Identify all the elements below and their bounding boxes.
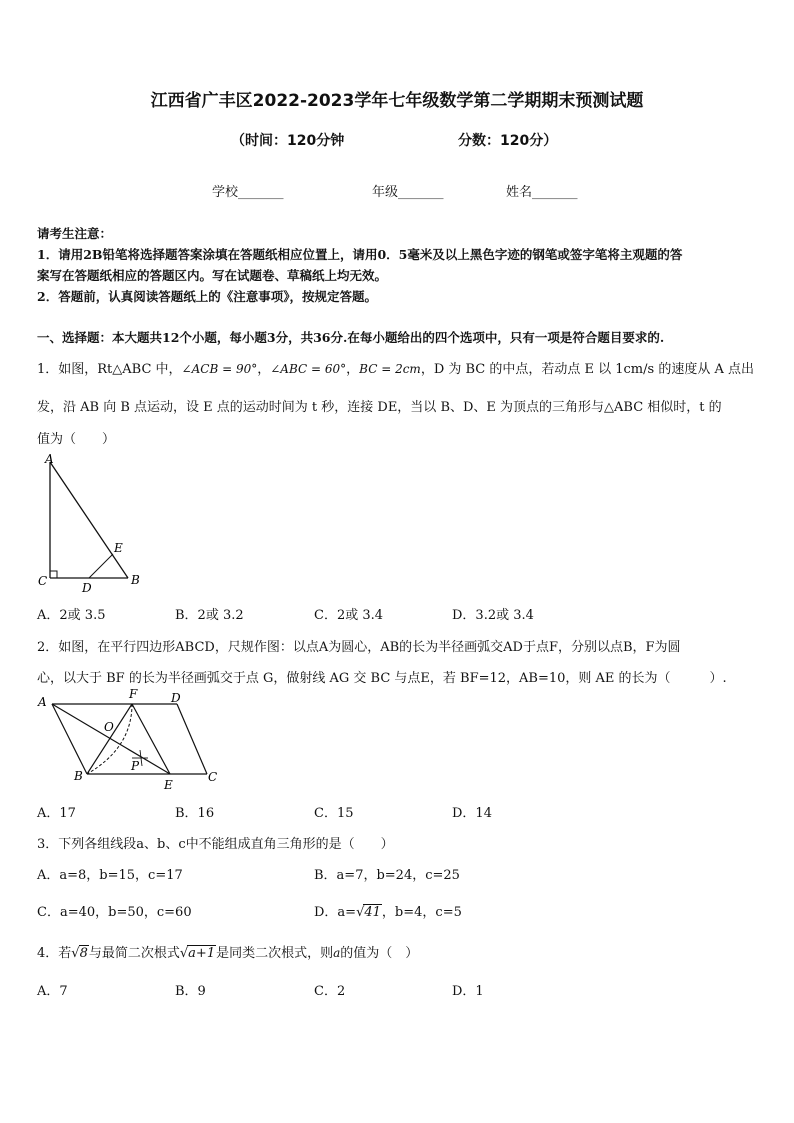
sqrt-symbol-icon: √	[179, 946, 189, 961]
q3-option-d-radicand: 41	[364, 905, 381, 920]
q2-line-2: 心，以大于 BF 的长为半径画弧交于点 G，做射线 AG 交 BC 与点E，若 BF=12，AB=10，则 AE 的长为（ ）.	[37, 671, 727, 686]
notice-heading: 请考生注意：	[37, 226, 113, 241]
q4-radicand-2: a+1	[188, 946, 216, 961]
q1-triangle-figure	[30, 450, 160, 592]
q1-line-3: 值为（ ）	[37, 432, 116, 447]
q1-label-c: C	[38, 574, 48, 588]
q3-stem: 3．下列各组线段a、b、c中不能组成直角三角形的是（ ）	[37, 837, 394, 852]
q1-sep-2: ，	[346, 362, 360, 377]
q2-label-a: A	[38, 695, 47, 709]
sqrt-symbol-icon: √	[71, 946, 80, 961]
q4-text-a: 4．若	[37, 946, 72, 961]
q2-label-f: F	[129, 687, 138, 701]
page-title: 江西省广丰区2022-2023学年七年级数学第二学期期末预测试题	[150, 91, 644, 111]
q1-angle-acb: ∠ACB = 90°	[181, 362, 258, 376]
q1-option-d: D．3.2或 3.4	[452, 608, 534, 623]
q4-text-d: 的值为（ ）	[340, 946, 419, 961]
q4-option-d: D．1	[452, 984, 484, 999]
q2-option-d: D．14	[452, 806, 492, 821]
q1-label-e: E	[114, 541, 123, 555]
exam-time: （时间：120分钟	[231, 133, 345, 149]
q3-option-b: B．a=7，b=24，c=25	[314, 868, 460, 883]
q1-option-a: A．2或 3.5	[37, 608, 106, 623]
q4-radicand-1: 8	[79, 946, 88, 961]
q1-text-b: ，D 为 BC 的中点，若动点 E 以 1cm/s 的速度从 A 点出	[420, 362, 754, 377]
notice-line-2: 2．答题前，认真阅读答题纸上的《注意事项》，按规定答题。	[37, 289, 377, 304]
q2-line-1: 2．如图，在平行四边形ABCD，尺规作图：以点A为圆心，AB的长为半径画弧交AD于点F，分别以点B，F为圆	[37, 640, 681, 655]
notice-line-1: 1．请用2B铅笔将选择题答案涂填在答题纸相应位置上，请用0．5毫米及以上黑色字迹的钢笔或签字笔将主观题的答	[37, 247, 683, 262]
q4-option-b: B．9	[175, 984, 206, 999]
sqrt-symbol-icon: √	[356, 905, 365, 920]
q2-label-o: O	[104, 720, 114, 734]
grade-field: 年级_______	[372, 185, 444, 200]
q2-option-c: C．15	[314, 806, 354, 821]
exam-score: 分数：120分）	[458, 133, 558, 149]
q1-label-d: D	[82, 581, 92, 592]
q2-label-c: C	[208, 770, 218, 784]
q3-option-d-post: ，b=4，c=5	[381, 905, 462, 920]
q1-bc-length: BC = 2cm	[359, 362, 421, 376]
notice-line-1b: 案写在答题纸相应的答题区内。写在试题卷、草稿纸上均无效。	[37, 268, 388, 283]
q4-option-c: C．2	[314, 984, 346, 999]
q1-line-2: 发，沿 AB 向 B 点运动，设 E 点的运动时间为 t 秒，连接 DE，当以 B、D、E 为顶点的三角形与△ABC 相似时，t 的	[37, 400, 722, 415]
q1-line-1	[37, 358, 754, 377]
q2-option-b: B．16	[175, 806, 215, 821]
q4-text-b: 与最简二次根式	[88, 946, 180, 961]
q3-option-d	[314, 901, 462, 920]
q4-text-c: 是同类二次根式，则	[216, 946, 334, 961]
q1-label-b: B	[131, 573, 140, 587]
q1-angle-abc: ∠ABC = 60°	[270, 362, 347, 376]
q4-variable: a	[333, 946, 341, 960]
q2-option-a: A．17	[37, 806, 76, 821]
q4-stem	[37, 942, 418, 961]
q2-label-p: P	[131, 759, 140, 773]
q3-option-d-pre: D．a=	[314, 905, 357, 920]
q4-option-a: A．7	[37, 984, 68, 999]
q3-option-a: A．a=8，b=15，c=17	[37, 868, 183, 883]
name-field: 姓名_______	[506, 185, 578, 200]
q1-label-a: A	[45, 452, 54, 466]
section-heading: 一、选择题：本大题共12个小题，每小题3分，共36分.在每小题给出的四个选项中，只有一项是符合题目要求的.	[37, 330, 665, 345]
school-field: 学校_______	[212, 185, 284, 200]
q2-label-e: E	[164, 778, 173, 792]
q1-option-b: B．2或 3.2	[175, 608, 244, 623]
q1-sep-1: ，	[257, 362, 271, 377]
q1-text-a: 1．如图，Rt△ABC 中，	[37, 362, 182, 377]
q2-label-b: B	[74, 769, 83, 783]
q2-label-d: D	[171, 691, 181, 705]
q3-option-c: C．a=40，b=50，c=60	[37, 905, 192, 920]
q1-option-c: C．2或 3.4	[314, 608, 384, 623]
q2-parallelogram-figure	[32, 686, 232, 796]
